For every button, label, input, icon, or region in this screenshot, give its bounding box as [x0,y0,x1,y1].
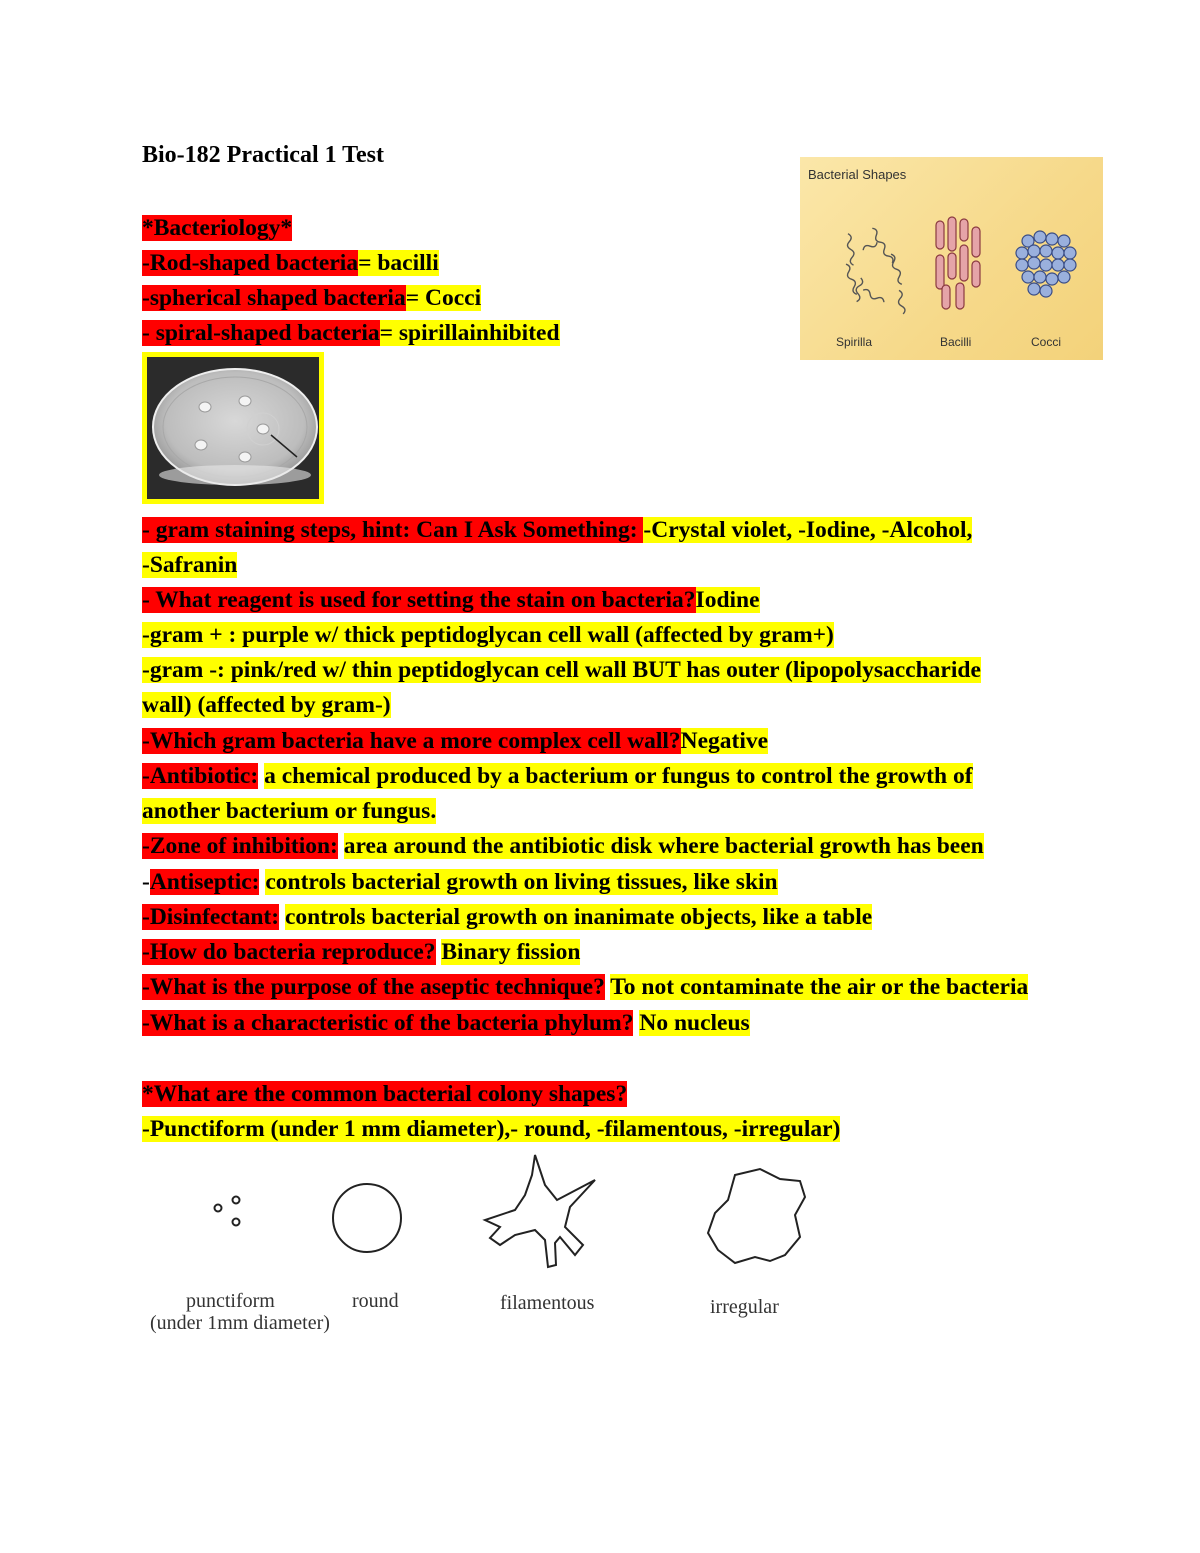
spiral-sep: = [379,320,399,346]
bacteriology-heading: *Bacteriology* [142,215,293,241]
phylum-line [142,1007,750,1040]
antibiotic-definition-2: another bacterium or fungus. [142,798,437,824]
petri-dish-drawing [147,357,319,499]
round-label: round [352,1290,399,1312]
label-spirilla: Spirilla [836,335,873,349]
punctiform-label: punctiform [186,1290,275,1312]
aseptic-answer: To not contaminate the air or the bacteria [610,974,1029,1000]
rod-shaped-answer: bacilli [377,250,439,276]
gram-negative-line-2 [142,689,391,722]
gram-positive-text: -gram + : purple w/ thick peptidoglycan cell wall (affected by gram+) [142,622,834,648]
antibiotic-definition: a chemical produced by a bacterium or fungus to control the growth of [264,763,973,789]
colony-answer: -Punctiform (under 1 mm diameter),- round, -filamentous, -irregular) [142,1116,841,1142]
bacteriology-heading-line [142,212,292,245]
reproduce-line [142,936,580,969]
spherical-answer: Cocci [425,285,482,311]
spiral-answer: spirillainhibited [398,320,560,346]
antiseptic-dash: - [142,869,150,895]
disinfectant-definition: controls bacterial growth on inanimate objects, like a table [284,904,873,930]
zone-term: -Zone of inhibition: [142,833,338,859]
spherical-sep: = [405,285,425,311]
phylum-question: -What is a characteristic of the bacteria phylum? [142,1010,634,1036]
complex-wall-answer: Negative [680,728,769,754]
gram-negative-text-2: wall) (affected by gram-) [142,692,391,718]
zone-line [142,830,984,863]
label-cocci: Cocci [1031,335,1062,349]
disinfectant-term: -Disinfectant: [142,904,280,930]
aseptic-question: -What is the purpose of the aseptic technique? [142,974,605,1000]
rod-shaped-question: -Rod-shaped bacteria [142,250,359,276]
irregular-label: irregular [710,1296,779,1318]
gram-steps-question: - gram staining steps, hint: Can I Ask Something: [142,517,644,543]
gram-negative-line [142,654,981,687]
antiseptic-term: Antiseptic: [149,869,260,895]
gram-negative-text: -gram -: pink/red w/ thin peptidoglycan cell wall BUT has outer (lipopolysaccharide [142,657,981,683]
complex-wall-question: -Which gram bacteria have a more complex cell wall? [142,728,681,754]
antibiotic-term: -Antibiotic: [142,763,259,789]
gram-steps-line-2 [142,549,237,582]
spherical-question: -spherical shaped bacteria [142,285,406,311]
spiral-question: - spiral-shaped bacteria [142,320,380,346]
spherical-line [142,282,481,315]
antiseptic-line [142,866,778,899]
colony-question: *What are the common bacterial colony shapes? [142,1081,628,1107]
phylum-answer: No nucleus [639,1010,750,1036]
reagent-line [142,584,760,617]
gram-positive-line [142,619,834,652]
bacterial-shapes-figure [800,157,1103,360]
reproduce-answer: Binary fission [441,939,581,965]
gram-steps-line [142,514,972,547]
complex-wall-line [142,725,768,758]
antibiotic-line-2 [142,795,436,828]
figure-title: Bacterial Shapes [808,167,907,182]
rod-shaped-line [142,247,439,280]
colony-answer-line [142,1113,840,1146]
bacterial-shapes-drawing [800,157,1103,360]
petri-dish-photo [142,352,324,504]
disinfectant-line [142,901,872,934]
gram-steps-answer: -Crystal violet, -Iodine, -Alcohol, [643,517,973,543]
spiral-line [142,317,560,350]
filamentous-label: filamentous [500,1292,595,1314]
document-title: Bio-182 Practical 1 Test [142,142,384,168]
colony-question-line [142,1078,627,1111]
gram-steps-answer-2: -Safranin [142,552,238,578]
antiseptic-definition: controls bacterial growth on living tissues, like skin [265,869,778,895]
reagent-question: - What reagent is used for setting the stain on bacteria? [142,587,696,613]
antibiotic-line [142,760,973,793]
reagent-answer: Iodine [695,587,760,613]
reproduce-question: -How do bacteria reproduce? [142,939,436,965]
punctiform-sublabel: (under 1mm diameter) [150,1312,330,1334]
rod-shaped-sep: = [358,250,378,276]
label-bacilli: Bacilli [940,335,972,349]
aseptic-line [142,971,1028,1004]
zone-definition: area around the antibiotic disk where bacterial growth has been [343,833,984,859]
